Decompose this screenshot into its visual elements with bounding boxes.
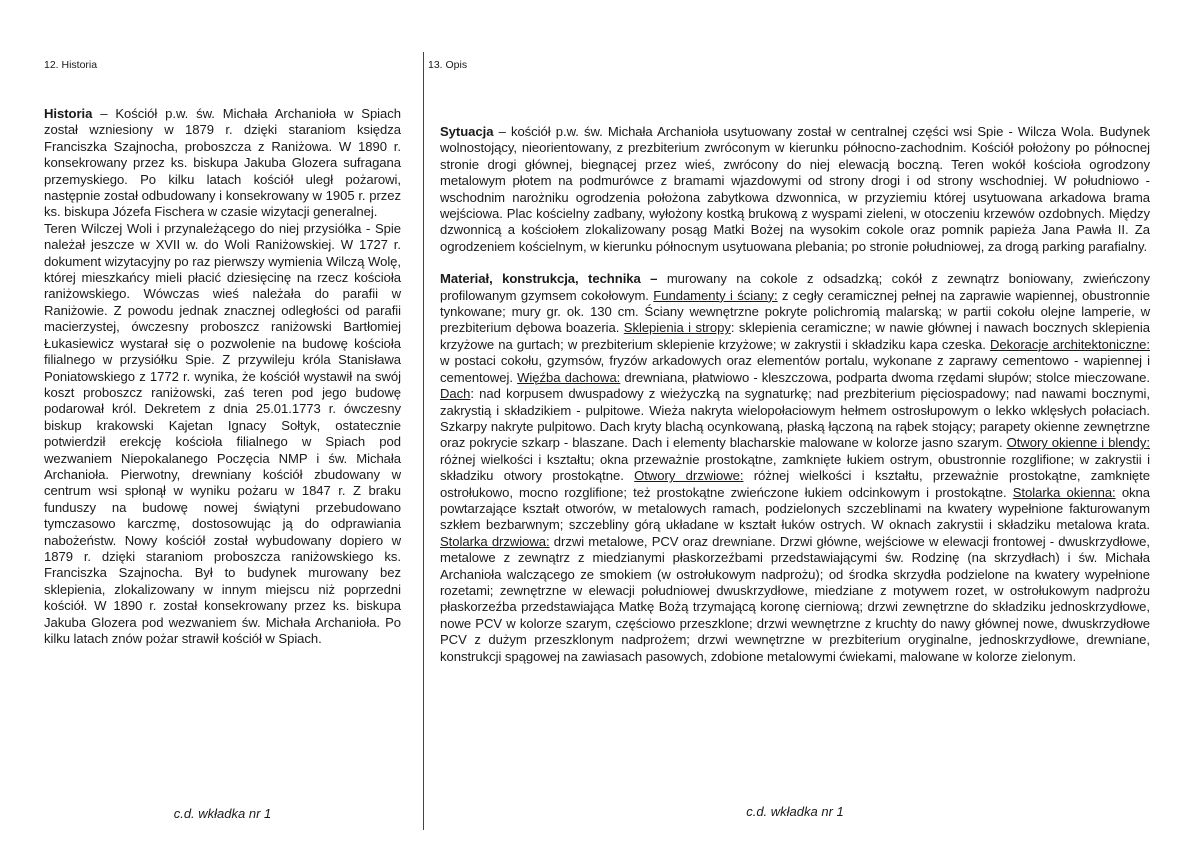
history-text-1: – Kościół p.w. św. Michała Archanioła w Spiach został wzniesiony w 1879 r. dzięki staraniom księdza Franciszka Szajnocha, proboszcza z Raniżowa. W 1890 r. konsekrowany przez ks. biskupa Jakuba Glozera sufragana przemyskiego. Po kilku latach kościół uległ pożarowi, następnie został odbudowany i konsekrowany w 1905 r. przez ks. biskupa Józefa Fischera w czasie wizytacji generalnej. [44,106,401,220]
window-joinery-label: Stolarka okienna: [1012,484,1116,500]
right-continued-note: c.d. wkładka nr 1 [746,804,844,819]
roof-truss-label: Więźba dachowa: [517,369,621,385]
roof-label: Dach [440,386,471,402]
materials-title: Materiał, konstrukcja, technika – [440,271,658,287]
materials-text-g: różnej wielkości i kształtu; okna przeważnie prostokątne, zamknięte łukiem ostrym, obustronnie rozglifione; w zakrystii i składziku otwory prostokątne. [440,451,1150,484]
left-section-heading: 12. Historia [44,59,98,71]
situation-paragraph [440,124,1150,255]
materials-text-d: w postaci cokołu, gzymsów, fryzów arkadowych oraz elementów portalu, wykonane z zaprawy cementowo - wapiennej i cementowej. [440,353,1150,385]
decorations-label: Dekoracje architektoniczne: [989,336,1150,352]
situation-text: – kościół p.w. św. Michała Archanioła usytuowany został w centralnej części wsi Spie - Wilcza Wola. Budynek wolnostojący, nieorientowany, z prezbiterium zwróconym w kierunku północno-zachodnim. Kościół położony po północnej stronie drogi głównej, biegnącej przez wieś, zwrócony do niej elewacją boczną. Teren wokół kościoła ogrodzony metalowym płotem na podmurówce z bramami wjazdowymi od strony drogi i od strony wschodniej. W południowo - wschodnim narożniku ogrodzenia położona zabytkowa dzwonnica, w przyziemiu której usytuowana arkadowa brama wejściowa. Plac kościelny zadbany, wyłożony kostką brukową z wyspami zieleni, w otoczeniu krzewów ozdobnych. Między dzwonnicą a kościołem zlokalizowany posąg Matki Bożej na wysokim cokole oraz pomnik papieża Jana Pawła II. Za ogrodzeniem kościelnym, w kierunku północnym usytuowana plebania; po stronie południowej, za drogą parking parafialny. [440,124,1150,254]
foundations-label: Fundamenty i ściany: [653,287,778,303]
materials-text-a: murowany na cokole z odsadzką; cokół z zewnątrz boniowany, zwieńczony profilowanym gzymsem cokołowym. [440,271,1151,303]
materials-text-b: z cegły ceramicznej pełnej na zaprawie wapiennej, obustronnie tynkowane; mury gr. ok. 130 cm. Ściany wewnętrzne pokryte polichromią malarską; w partii cokołu olejne lamperie, w prezbiterium dębowa boazeria. [440,287,1150,336]
column-divider [423,52,424,830]
materials-text-i: okna powtarzające kształt otworów, w metalowych ramach, podzielonych szczeblinami na kwatery wypełnione fakturowanym szkłem bezbarwnym; szczebliny górą układane w kształt łuków ostrych. W oknach zakrystii i składziku metalowa krata. [440,484,1151,533]
history-paragraph-2: Teren Wilczej Woli i przynależącego do niej przysiółka - Spie należał jeszcze w XVII w. do Woli Raniżowskiej. W 1727 r. dokument wizytacyjny po raz pierwszy wymienia Wilczą Wolę, której mieszkańcy mieli płacić dziesięcinę na rzecz kościoła raniżowskiego. Wówczas wieś należała do parafii w Raniżowie. Z powodu jednak znacznej odległości od parafii macierzystej, ówczesny proboszcz raniżowski Bartłomiej Łukasiewicz wystarał się o pozwolenie na budowę kościoła filialnego w przysiółku Spie. Z przywileju króla Stanisława Poniatowskiego z 1772 r. wynika, że kościół wystawił na swój koszt proboszcz raniżowski, zaś teren pod jego budowę podarował król. Dekretem z dnia 25.01.1773 r. ówczesny biskup krakowski Kajetan Ignacy Sołtyk, ostatecznie potwierdził erekcję kościoła filialnego w Spiach pod wezwaniem Niepokalanego Poczęcia NMP i św. Michała Archanioła. Pierwotny, drewniany kościół zbudowany w centrum wsi spłonął w wyniku pożaru w 1847 r. Z braku funduszy na budowę nowej świątyni przebudowano tymczasowo karczmę, dostosowując ją do odprawiania nabożeństw. Nowy kościół został wybudowany dopiero w 1879 r. dzięki staraniom proboszcza raniżowskiego ks. Franciszka Szajnocha. Był to budynek murowany bez sklepienia, zlokalizowany w innym miejscu niż poprzedni kościół. W 1890 r. został konsekrowany przez ks. biskupa Jakuba Glozera pod wezwaniem św. Michała Archanioła. Po kilku latach znów pożar strawił kościół w Spiach. [44,220,401,646]
materials-text-j: drzwi metalowe, PCV oraz drewniane. Drzwi główne, wejściowe w elewacji frontowej - dwuskrzydłowe, metalowe z zewnątrz z miedzianymi płaskorzeźbami przedstawiającymi św. Rodzinę (na skrzydłach) i św. Michała Archanioła walczącego ze smokiem (w ostrołukowym nadprożu); od środka skrzydła podzielone na kwatery wypełnione rozetami; zewnętrzne w elewacji południowej dwuskrzydłowe, miedziane z motywem rozet, w ostrołukowym nadprożu płaskorzeźba przedstawiająca Matkę Bożą trzymającą koronę cierniową; drzwi zewnętrzne do składziku jednoskrzydłowe, nowe PCV w kolorze szarym, częściowo przeszklone; drzwi wewnętrzne z kruchty do nawy głównej nowe, dwuskrzydłowe PCV z dużym przeszklonym nadprożem; drzwi wewnętrzne w prezbiterium oryginalne, jednoskrzydłowe, drewniane, konstrukcji spągowej na zawiasach pasowych, zdobione metalowymi ćwiekami, malowane w kolorze zielonym. [440,533,1150,664]
door-openings-label: Otwory drzwiowe: [634,468,744,484]
materials-text-e: drewniana, płatwiowo - kleszczowa, podparta dwoma rzędami słupów; stolce mieczowane. [620,369,1150,385]
history-column [44,106,401,647]
paragraph-gap [440,255,1150,271]
right-section-heading: 13. Opis [428,59,468,71]
materials-text-h: różnej wielkości i kształtu, przeważnie prostokątne, zamknięte ostrołukowo, mocno rozglifione; też prostokątne zwieńczone łukiem odcinkowym i prostokątne. [440,468,1150,500]
situation-title: Sytuacja [440,124,494,139]
vaults-label: Sklepienia i stropy [623,320,731,336]
door-joinery-label: Stolarka drzwiowa: [440,533,550,549]
materials-paragraph [440,271,1150,665]
materials-text-f: : nad korpusem dwuspadowy z wieżyczką na sygnaturkę; nad prezbiterium pięciospadowy; nad nawami bocznymi, zakrystią i składzikiem - pulpitowe. Wieża nakryta wielopołaciowym hełmem ostrosłupowym o lekko wklęsłych połaciach. Szkarpy nakryte pulpitowo. Dach kryty blachą ocynkowaną, płaską łączoną na rąbek stojący; parapety okienne zewnętrzne oraz pokrycie szkarp - blaszane. Dach i elementy blacharskie malowane w kolorze jasno szarym. [440,386,1150,451]
description-column [440,124,1150,665]
history-paragraph-1 [44,106,401,221]
materials-text-c: : sklepienia ceramiczne; w nawie głównej i nawach bocznych sklepienia krzyżowe na gurtach; w prezbiterium sklepienie krzyżowe; w zakrystii i składziku kapa czeska. [440,320,1151,352]
history-title: Historia [44,106,93,121]
left-continued-note: c.d. wkładka nr 1 [173,806,272,821]
window-openings-label: Otwory okienne i blendy: [1006,435,1151,451]
